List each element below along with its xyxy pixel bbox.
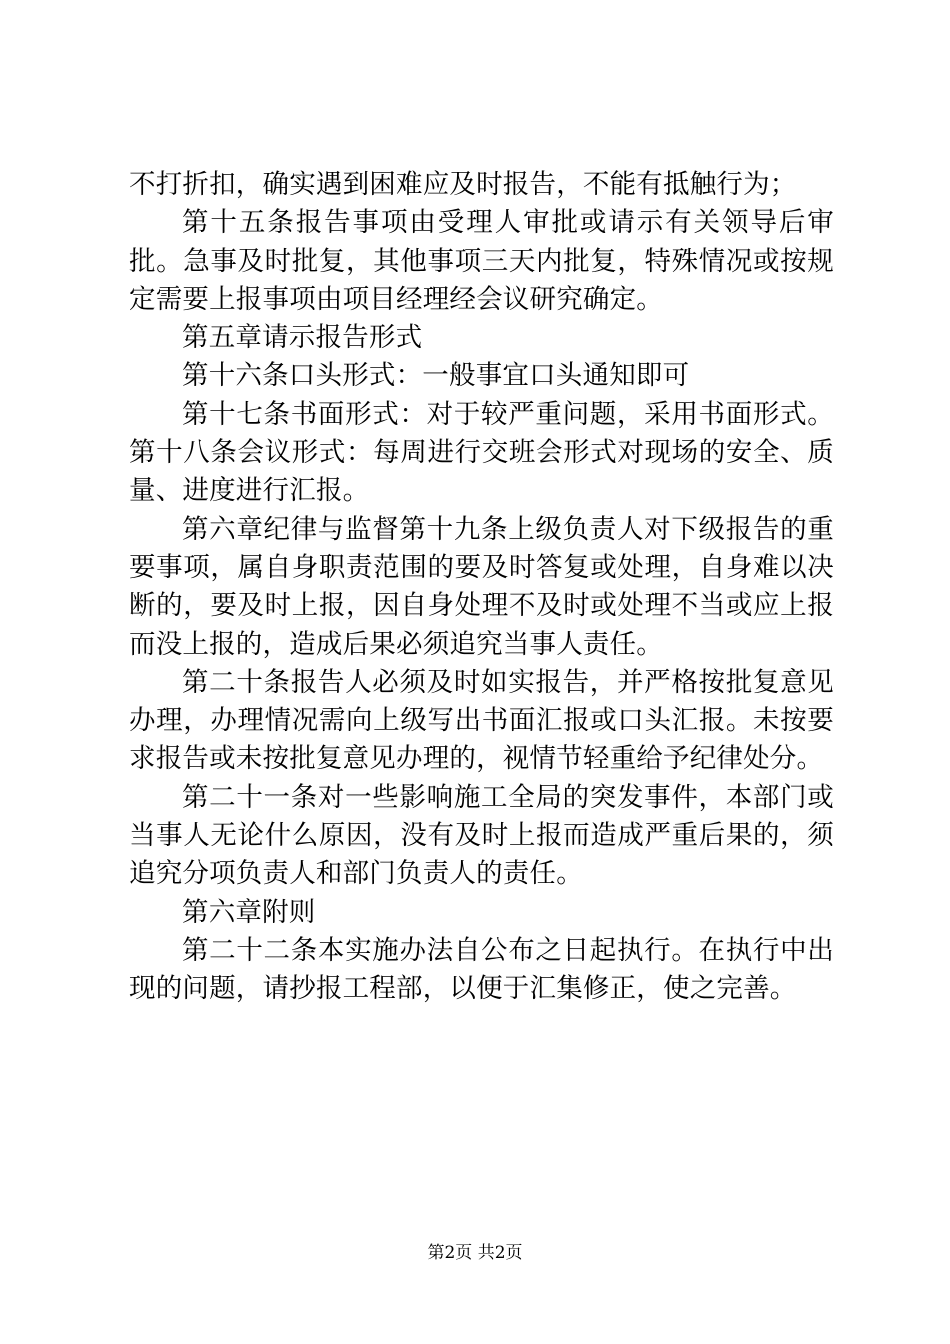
paragraph-continuation: 不打折扣，确实遇到困难应及时报告，不能有抵触行为； (129, 169, 797, 200)
paragraph-article-15: 第十五条报告事项由受理人审批或请示有关领导后审批。急事及时批复，其他事项三天内批复，特殊情况或按规定需要上报事项由项目经理经会议研究确定。 (129, 207, 834, 315)
page-number-footer: 第2页 共2页 (427, 1243, 523, 1263)
paragraph-article-17-18: 第十七条书面形式：对于较严重问题，采用书面形式。第十八条会议形式：每周进行交班会形式对现场的安全、质量、进度进行汇报。 (129, 398, 834, 507)
chapter-heading-5: 第五章请示报告形式 (182, 322, 423, 354)
paragraph-chapter-6-article-19: 第六章纪律与监督第十九条上级负责人对下级报告的重要事项，属自身职责范围的要及时答复或处理，自身难以决断的，要及时上报，因自身处理不及时或处理不当或应上报而没上报的，造成后果必须追究当事人责任。 (129, 513, 834, 660)
paragraph-article-16: 第十六条口头形式：一般事宜口头通知即可 (182, 360, 690, 392)
chapter-heading-supplementary: 第六章附则 (182, 896, 316, 928)
paragraph-article-21: 第二十一条对一些影响施工全局的突发事件，本部门或当事人无论什么原因，没有及时上报而造成严重后果的，须追究分项负责人和部门负责人的责任。 (129, 781, 834, 890)
document-body (129, 166, 834, 1009)
paragraph-article-20: 第二十条报告人必须及时如实报告，并严格按批复意见办理，办理情况需向上级写出书面汇报或口头汇报。未按要求报告或未按批复意见办理的，视情节轻重给予纪律处分。 (129, 666, 834, 775)
paragraph-article-22: 第二十二条本实施办法自公布之日起执行。在执行中出现的问题，请抄报工程部，以便于汇集修正，使之完善。 (129, 934, 834, 1005)
